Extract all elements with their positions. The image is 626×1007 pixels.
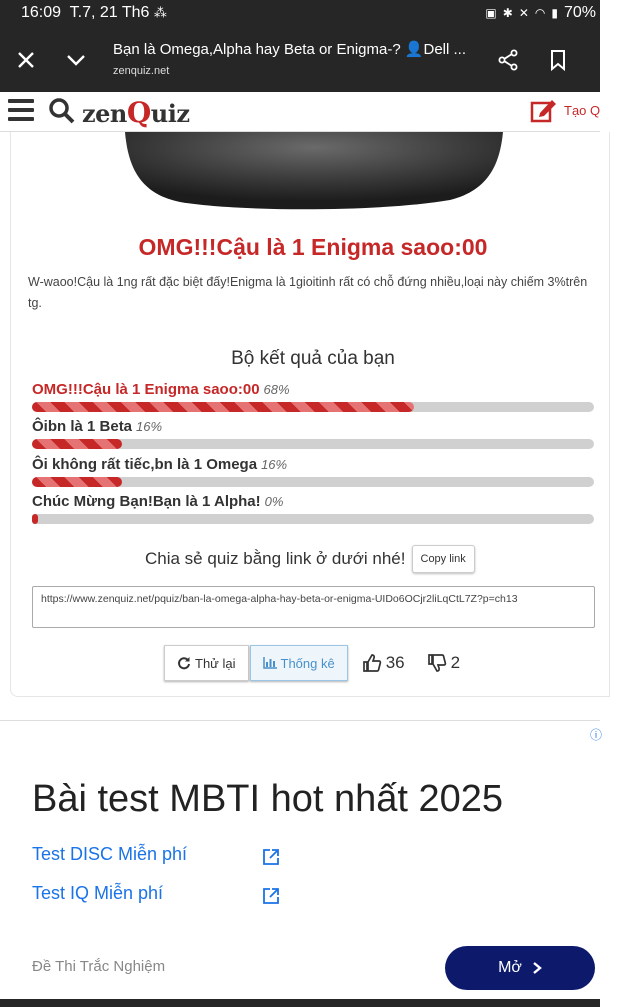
- menu-icon-line: [8, 99, 34, 103]
- result-title: OMG!!!Cậu là 1 Enigma saoo:00: [138, 234, 488, 260]
- chevron-down-icon: [66, 53, 86, 67]
- status-time: 16:09 T.7, 21 Th6 ⁂: [21, 4, 167, 21]
- battery-level: 70%: [563, 4, 596, 21]
- ad-link-iq[interactable]: Test IQ Miễn phí: [32, 883, 164, 903]
- result-item-label: OMG!!!Cậu là 1 Enigma saoo:00 68%: [32, 381, 290, 398]
- menu-icon-line: [8, 108, 34, 112]
- close-icon: [17, 51, 35, 69]
- collapse-button[interactable]: [58, 42, 94, 78]
- like-count: 36: [385, 653, 405, 672]
- menu-icon-line: [8, 117, 34, 121]
- thumbs-down-icon[interactable]: [427, 653, 447, 673]
- result-item: [32, 456, 594, 487]
- dislike-count: 2: [450, 653, 461, 672]
- browser-toolbar: [0, 28, 600, 92]
- result-item-label: Ôibn là 1 Beta 16%: [32, 418, 163, 435]
- result-item: [32, 493, 594, 524]
- result-bar: [32, 477, 594, 487]
- retry-button[interactable]: Thử lại: [164, 645, 249, 681]
- bookmark-icon: [549, 49, 567, 71]
- refresh-icon: [177, 656, 191, 670]
- results-heading: Bộ kết quả của bạn: [231, 348, 395, 369]
- result-item-label: Chúc Mừng Bạn!Bạn là 1 Alpha! 0%: [32, 493, 284, 510]
- menu-button[interactable]: [8, 99, 34, 123]
- page-url[interactable]: zenquiz.net: [113, 65, 170, 77]
- thumbs-up-icon[interactable]: [362, 653, 382, 673]
- page-title[interactable]: Bạn là Omega,Alpha hay Beta or Enigma-? 👤Dell ...: [113, 41, 467, 58]
- result-description: W-waoo!Cậu là 1ng rất đặc biệt đấy!Enigma là 1gioitinh rất có chỗ đứng nhiều,loại này chiếm 3%trên tg.: [28, 275, 588, 310]
- ad-separator: [0, 720, 600, 721]
- stats-button[interactable]: Thống kê: [250, 645, 348, 681]
- share-row: [145, 545, 475, 573]
- vote-group: [362, 653, 460, 673]
- share-text: Chia sẻ quiz bằng link ở dưới nhé!: [145, 549, 406, 568]
- result-item-label: Ôi không rất tiếc,bn là 1 Omega 16%: [32, 456, 288, 473]
- signal-icon: ▮: [551, 6, 558, 20]
- result-bar-fill: [32, 402, 414, 412]
- external-link-icon[interactable]: [262, 848, 280, 871]
- create-quiz-link[interactable]: [530, 97, 600, 123]
- chevron-right-icon: [532, 961, 542, 975]
- share-link-field[interactable]: https://www.zenquiz.net/pquiz/ban-la-omega-alpha-hay-beta-or-enigma-UIDo6OCjr2liLqCtL7Z?p=ch13: [32, 586, 595, 628]
- ad-title[interactable]: Bài test MBTI hot nhất 2025: [32, 778, 504, 820]
- result-bar-fill: [32, 477, 122, 487]
- status-bar: [0, 0, 600, 28]
- ad-info-icon[interactable]: ⓘ: [590, 728, 603, 742]
- create-quiz-label: Tạo Q: [564, 102, 601, 118]
- share-icon: [497, 49, 519, 71]
- ad-link-disc[interactable]: Test DISC Miễn phí: [32, 844, 188, 864]
- wifi-icon: ◠: [534, 6, 546, 20]
- result-bar: [32, 514, 594, 524]
- mute-icon: ✕: [518, 6, 529, 20]
- edit-icon: [530, 97, 558, 123]
- search-button[interactable]: [48, 97, 76, 130]
- ad-open-button[interactable]: Mở: [445, 946, 595, 990]
- bluetooth-icon: ✱: [502, 6, 513, 20]
- copy-link-button[interactable]: Copy link: [412, 545, 475, 573]
- result-image: [120, 132, 508, 212]
- search-icon: [48, 97, 76, 125]
- external-link-icon[interactable]: [262, 887, 280, 910]
- status-icons: [485, 4, 596, 22]
- share-button[interactable]: [490, 42, 526, 78]
- site-logo[interactable]: zenQuiz: [82, 96, 190, 129]
- result-bar-fill: [32, 439, 122, 449]
- close-tab-button[interactable]: [8, 42, 44, 78]
- site-header: [0, 92, 600, 132]
- result-bar-fill: [32, 514, 38, 524]
- result-bar: [32, 439, 594, 449]
- bar-chart-icon: [263, 657, 277, 669]
- action-row: [164, 645, 460, 681]
- result-bar: [32, 402, 594, 412]
- result-item: [32, 418, 594, 449]
- ad-advertiser: Đề Thi Trắc Nghiệm: [32, 958, 166, 975]
- bookmark-button[interactable]: [540, 42, 576, 78]
- result-item: [32, 381, 594, 412]
- magic-wand-icon: ⁂: [153, 5, 167, 20]
- system-nav-bar: [0, 999, 600, 1007]
- sim-icon: ▣: [485, 6, 497, 20]
